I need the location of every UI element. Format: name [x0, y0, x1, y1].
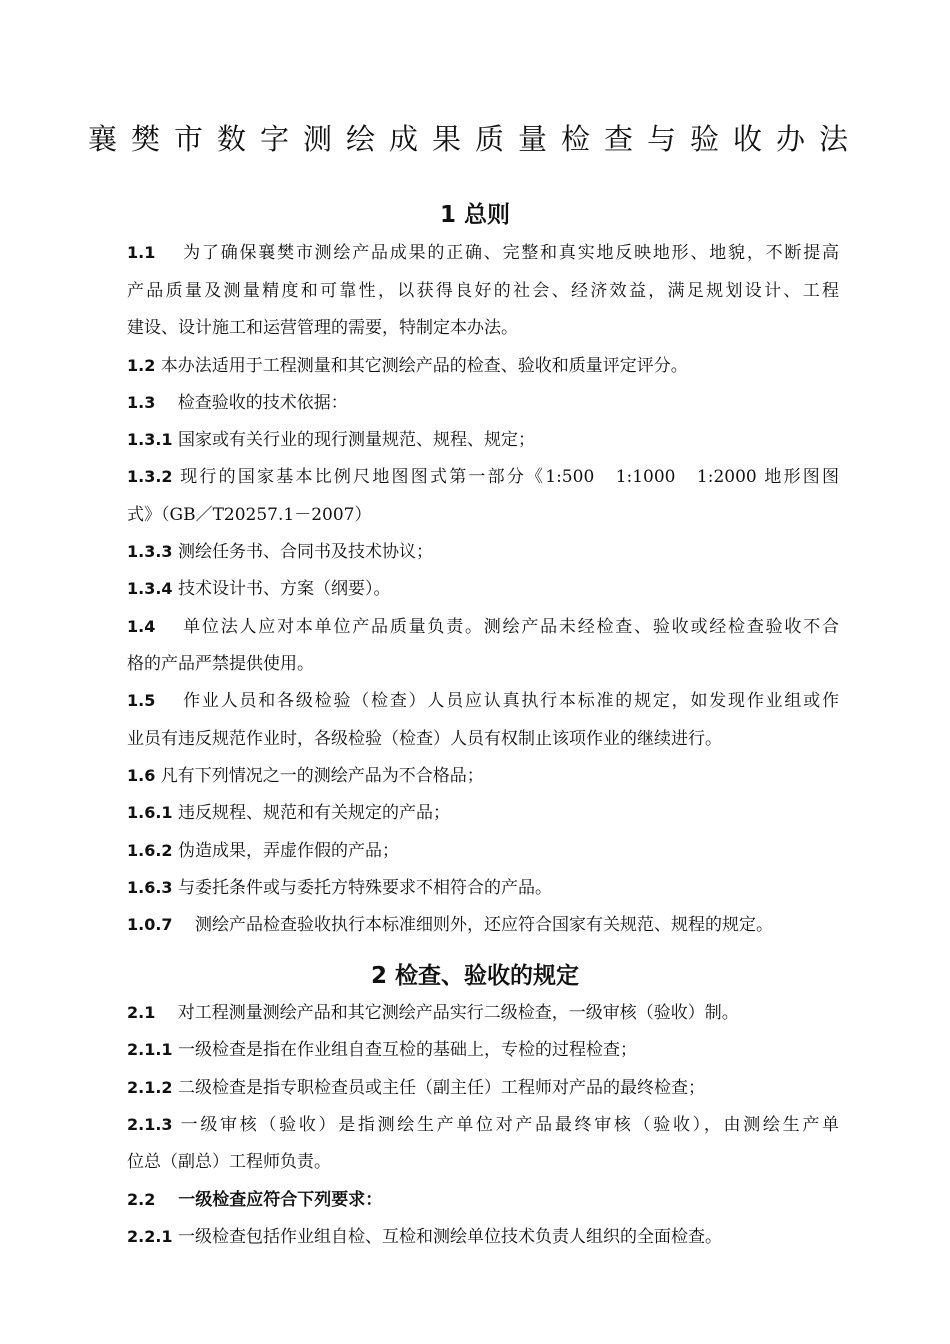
paragraph-line — [127, 690, 839, 712]
clause-number: 2.1.1 — [127, 1040, 173, 1059]
clause-number: 1.3.4 — [127, 579, 173, 598]
clause-number: 1.5 — [127, 691, 156, 710]
paragraph-text: 现行的国家基本比例尺地图图式第一部分《1:500 1:1000 1:2000 地形图图 — [180, 467, 839, 487]
paragraph-line — [127, 765, 839, 787]
clause-number: 1.6.3 — [127, 878, 173, 897]
paragraph-text: 与委托条件或与委托方特殊要求不相符合的产品。 — [177, 878, 552, 898]
clause-number: 2.1.2 — [127, 1078, 173, 1097]
clause-number: 2.1 — [127, 1003, 156, 1022]
paragraph-line — [127, 1039, 839, 1061]
section-heading-inspection-rules: 2 检查、验收的规定 — [370, 963, 579, 989]
paragraph-text: 二级检查是指专职检查员或主任（副主任）工程师对产品的最终检查； — [177, 1078, 705, 1098]
paragraph-line — [127, 578, 839, 600]
clause-number: 1.3.2 — [127, 467, 173, 486]
section-heading-general: 1 总则 — [439, 202, 510, 228]
clause-number: 1.3.3 — [127, 542, 173, 561]
paragraph-text: 测绘任务书、合同书及技术协议； — [177, 542, 433, 562]
paragraph-line — [127, 1226, 839, 1248]
paragraph-line — [127, 1151, 839, 1173]
paragraph-line — [127, 317, 839, 339]
paragraph-line — [127, 1189, 839, 1211]
paragraph-text: 业员有违反规范作业时，各级检验（检查）人员有权制止该项作业的继续进行。 — [127, 729, 722, 749]
paragraph-text: 测绘产品检查验收执行本标准细则外，还应符合国家有关规范、规程的规定。 — [194, 915, 773, 935]
paragraph-text: 技术设计书、方案（纲要）。 — [177, 579, 391, 599]
paragraph-text: 建设、设计施工和运营管理的需要，特制定本办法。 — [127, 318, 518, 338]
paragraph-line — [127, 1002, 839, 1024]
clause-number: 1.1 — [127, 243, 156, 262]
paragraph-line — [127, 466, 839, 488]
paragraph-text: 一级审核（验收）是指测绘生产单位对产品最终审核（验收），由测绘生产单 — [180, 1115, 840, 1135]
paragraph-text: 式》（GB／T20257.1－2007） — [127, 505, 372, 525]
paragraph-line — [127, 728, 839, 750]
paragraph-line — [127, 242, 839, 264]
paragraph-text: 为了确保襄樊市测绘产品成果的正确、完整和真实地反映地形、地貌，不断提高 — [183, 243, 840, 263]
clause-number: 1.6.2 — [127, 841, 173, 860]
paragraph-line — [127, 280, 839, 302]
paragraph-text: 作业人员和各级检验（检查）人员应认真执行本标准的规定，如发现作业组或作 — [183, 691, 840, 711]
paragraph-line — [127, 616, 839, 638]
paragraph-line — [127, 914, 839, 936]
paragraph-text: 格的产品严禁提供使用。 — [127, 654, 314, 674]
paragraph-text: 单位法人应对本单位产品质量负责。测绘产品未经检查、验收或经检查验收不合 — [183, 617, 840, 637]
clause-number: 1.3.1 — [127, 430, 173, 449]
paragraph-text: 检查验收的技术依据： — [177, 393, 348, 413]
paragraph-line — [127, 355, 839, 377]
clause-number: 2.1.3 — [127, 1115, 173, 1134]
paragraph-line — [127, 1114, 839, 1136]
paragraph-text: 本办法适用于工程测量和其它测绘产品的检查、验收和质量评定评分。 — [160, 356, 688, 376]
paragraph-text: 凡有下列情况之一的测绘产品为不合格品； — [160, 766, 484, 786]
paragraph-text: 一级检查包括作业组自检、互检和测绘单位技术负责人组织的全面检查。 — [177, 1227, 722, 1247]
clause-number: 1.4 — [127, 617, 156, 636]
paragraph-line — [127, 541, 839, 563]
paragraph-line — [127, 1077, 839, 1099]
paragraph-line — [127, 653, 839, 675]
clause-number: 1.6 — [127, 766, 156, 785]
paragraph-text: 对工程测量测绘产品和其它测绘产品实行二级检查，一级审核（验收）制。 — [177, 1003, 739, 1023]
paragraph-line — [127, 504, 839, 526]
paragraph-line — [127, 429, 839, 451]
clause-number: 2.2.1 — [127, 1227, 173, 1246]
paragraph-line — [127, 802, 839, 824]
paragraph-text: 伪造成果，弄虚作假的产品； — [177, 841, 399, 861]
paragraph-text: 国家或有关行业的现行测量规范、规程、规定； — [177, 430, 535, 450]
paragraph-text: 一级检查应符合下列要求： — [178, 1190, 383, 1210]
paragraph-text: 产品质量及测量精度和可靠性，以获得良好的社会、经济效益，满足规划设计、工程 — [127, 281, 839, 301]
clause-number: 1.2 — [127, 356, 156, 375]
paragraph-line — [127, 877, 839, 899]
paragraph-text: 违反规程、规范和有关规定的产品； — [177, 803, 450, 823]
clause-number: 1.3 — [127, 393, 156, 412]
paragraph-line — [127, 840, 839, 862]
paragraph-text: 一级检查是指在作业组自查互检的基础上，专检的过程检查； — [177, 1040, 637, 1060]
clause-number: 1.6.1 — [127, 803, 173, 822]
document-title: 襄樊市数字测绘成果质量检查与验收办法 — [87, 122, 862, 156]
clause-number: 2.2 — [127, 1190, 156, 1209]
clause-number: 1.0.7 — [127, 915, 173, 934]
paragraph-line — [127, 392, 839, 414]
paragraph-text: 位总（副总）工程师负责。 — [127, 1152, 331, 1172]
